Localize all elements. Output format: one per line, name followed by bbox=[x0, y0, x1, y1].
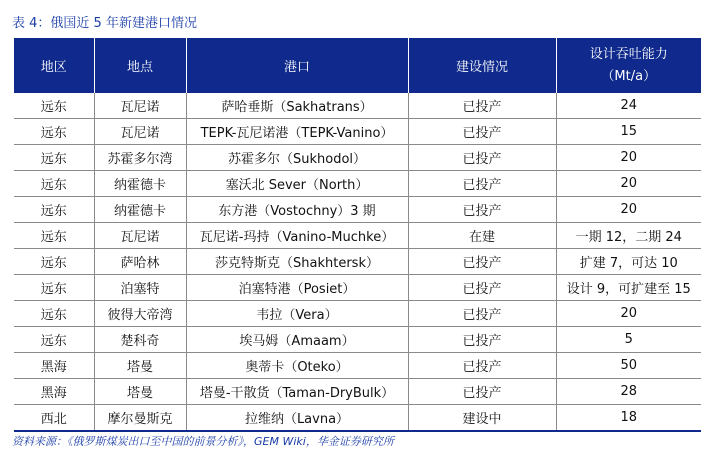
table-row bbox=[14, 171, 701, 197]
cell-region: 远东 bbox=[14, 301, 94, 327]
cell-capacity: 50 bbox=[556, 353, 701, 379]
cell-location: 泊塞特 bbox=[94, 275, 186, 301]
cell-capacity: 设计 9，可扩建至 15 bbox=[556, 275, 701, 301]
cell-region: 黑海 bbox=[14, 379, 94, 405]
table-row bbox=[14, 327, 701, 353]
cell-capacity: 扩建 7，可达 10 bbox=[556, 249, 701, 275]
table-caption: 表 4：俄国近 5 年新建港口情况 bbox=[12, 16, 197, 31]
cell-port: 泊塞特港（Posiet） bbox=[186, 275, 408, 301]
cell-region: 远东 bbox=[14, 119, 94, 145]
cell-port: 奥蒂卡（Oteko） bbox=[186, 353, 408, 379]
cell-location: 纳霍德卡 bbox=[94, 171, 186, 197]
cell-location: 摩尔曼斯克 bbox=[94, 405, 186, 432]
cell-capacity: 18 bbox=[556, 405, 701, 432]
header-location: 地点 bbox=[94, 38, 186, 93]
cell-location: 纳霍德卡 bbox=[94, 197, 186, 223]
cell-location: 瓦尼诺 bbox=[94, 223, 186, 249]
table-row bbox=[14, 223, 701, 249]
table-body bbox=[14, 93, 701, 431]
cell-status: 在建 bbox=[408, 223, 556, 249]
cell-region: 远东 bbox=[14, 171, 94, 197]
cell-status: 已投产 bbox=[408, 379, 556, 405]
cell-region: 西北 bbox=[14, 405, 94, 432]
cell-status: 已投产 bbox=[408, 197, 556, 223]
cell-status: 已投产 bbox=[408, 275, 556, 301]
cell-status: 已投产 bbox=[408, 145, 556, 171]
port-table bbox=[14, 38, 701, 432]
cell-capacity: 20 bbox=[556, 145, 701, 171]
table-row bbox=[14, 249, 701, 275]
cell-region: 远东 bbox=[14, 145, 94, 171]
cell-region: 远东 bbox=[14, 93, 94, 119]
header-status: 建设情况 bbox=[408, 38, 556, 93]
cell-capacity: 28 bbox=[556, 379, 701, 405]
port-table-container bbox=[14, 38, 701, 432]
cell-port: 塔曼-干散货（Taman-DryBulk） bbox=[186, 379, 408, 405]
table-row bbox=[14, 353, 701, 379]
cell-location: 楚科奇 bbox=[94, 327, 186, 353]
table-row bbox=[14, 197, 701, 223]
cell-port: 塞沃北 Sever（North） bbox=[186, 171, 408, 197]
header-row bbox=[14, 38, 701, 93]
cell-location: 塔曼 bbox=[94, 353, 186, 379]
cell-region: 远东 bbox=[14, 327, 94, 353]
cell-status: 已投产 bbox=[408, 353, 556, 379]
cell-region: 黑海 bbox=[14, 353, 94, 379]
table-row bbox=[14, 145, 701, 171]
source-note: 资料来源：《俄罗斯煤炭出口至中国的前景分析》，GEM Wiki，华金证券研究所 bbox=[12, 435, 394, 448]
cell-status: 已投产 bbox=[408, 249, 556, 275]
table-row bbox=[14, 93, 701, 119]
cell-location: 塔曼 bbox=[94, 379, 186, 405]
cell-status: 已投产 bbox=[408, 171, 556, 197]
cell-region: 远东 bbox=[14, 197, 94, 223]
header-port: 港口 bbox=[186, 38, 408, 93]
cell-region: 远东 bbox=[14, 275, 94, 301]
header-capacity-unit: （Mt/a） bbox=[601, 68, 657, 84]
table-row bbox=[14, 275, 701, 301]
cell-capacity: 20 bbox=[556, 301, 701, 327]
cell-capacity: 20 bbox=[556, 171, 701, 197]
header-region: 地区 bbox=[14, 38, 94, 93]
cell-port: 瓦尼诺-玛持（Vanino-Muchke） bbox=[186, 223, 408, 249]
cell-capacity: 15 bbox=[556, 119, 701, 145]
cell-port: 东方港（Vostochny）3 期 bbox=[186, 197, 408, 223]
header-capacity bbox=[556, 38, 701, 93]
table-row bbox=[14, 119, 701, 145]
cell-location: 瓦尼诺 bbox=[94, 119, 186, 145]
header-capacity-title: 设计吞吐能力 bbox=[589, 46, 668, 62]
cell-location: 瓦尼诺 bbox=[94, 93, 186, 119]
cell-capacity: 20 bbox=[556, 197, 701, 223]
table-row bbox=[14, 405, 701, 432]
cell-status: 已投产 bbox=[408, 301, 556, 327]
cell-location: 彼得大帝湾 bbox=[94, 301, 186, 327]
table-header bbox=[14, 38, 701, 93]
cell-port: 苏霍多尔（Sukhodol） bbox=[186, 145, 408, 171]
cell-capacity: 5 bbox=[556, 327, 701, 353]
cell-status: 已投产 bbox=[408, 93, 556, 119]
table-row bbox=[14, 379, 701, 405]
cell-region: 远东 bbox=[14, 223, 94, 249]
cell-capacity: 一期 12，二期 24 bbox=[556, 223, 701, 249]
cell-port: 韦拉（Vera） bbox=[186, 301, 408, 327]
cell-status: 建设中 bbox=[408, 405, 556, 432]
cell-port: 莎克特斯克（Shakhtersk） bbox=[186, 249, 408, 275]
cell-status: 已投产 bbox=[408, 119, 556, 145]
cell-location: 苏霍多尔湾 bbox=[94, 145, 186, 171]
cell-location: 萨哈林 bbox=[94, 249, 186, 275]
cell-port: TEPK-瓦尼诺港（TEPK-Vanino） bbox=[186, 119, 408, 145]
cell-port: 萨哈垂斯（Sakhatrans） bbox=[186, 93, 408, 119]
cell-status: 已投产 bbox=[408, 327, 556, 353]
cell-capacity: 24 bbox=[556, 93, 701, 119]
cell-port: 埃马姆（Amaam） bbox=[186, 327, 408, 353]
table-row bbox=[14, 301, 701, 327]
cell-port: 拉维纳（Lavna） bbox=[186, 405, 408, 432]
cell-region: 远东 bbox=[14, 249, 94, 275]
